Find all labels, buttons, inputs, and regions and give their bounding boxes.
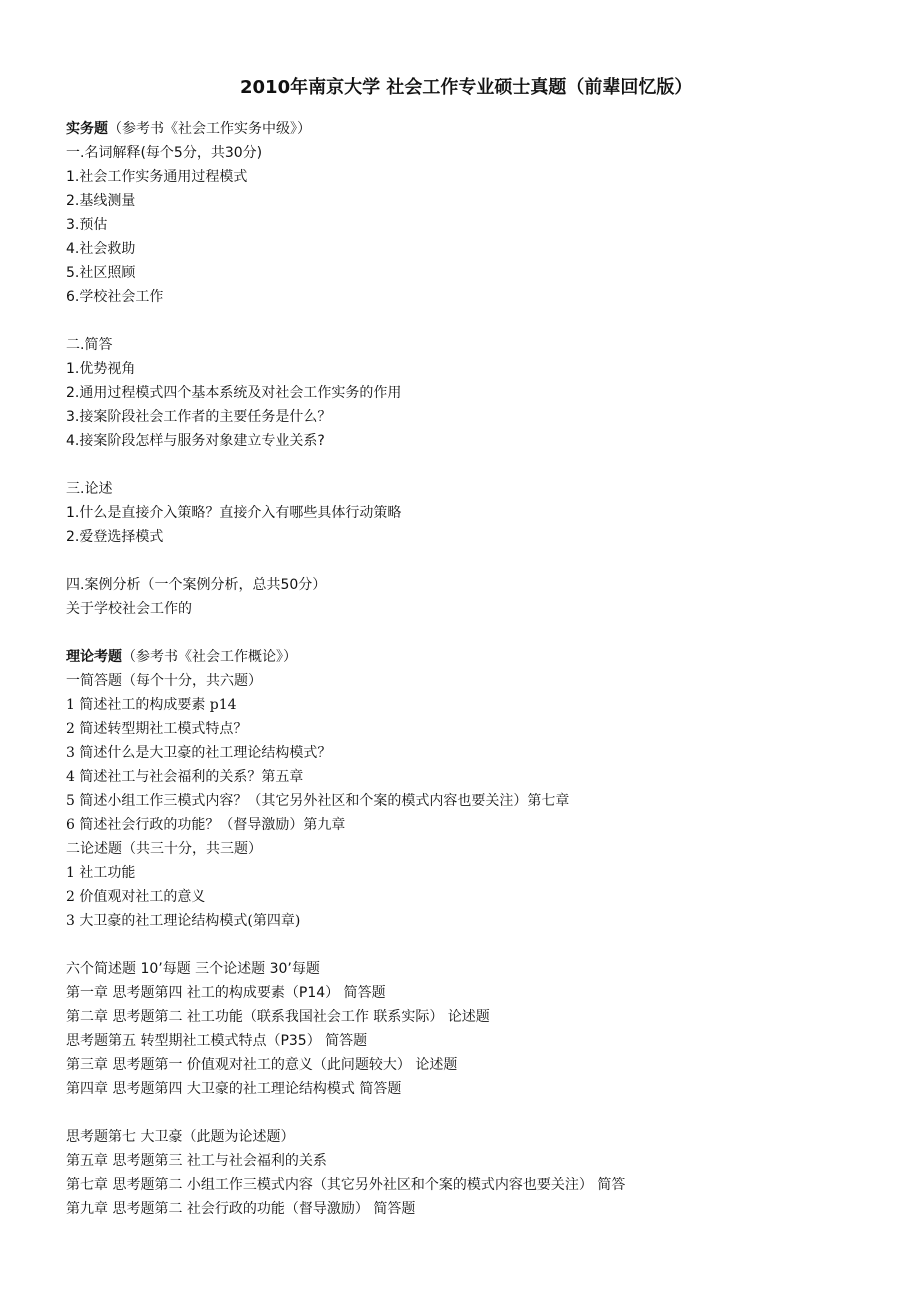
practice-item-1-4: 4.社会救助 <box>66 241 136 257</box>
practice-item-1-1: 1.社会工作实务通用过程模式 <box>66 169 248 185</box>
theory-essay-item-2: 2 价值观对社工的意义 <box>66 889 206 905</box>
note-line-4: 思考题第五 转型期社工模式特点（P35） 简答题 <box>66 1033 368 1049</box>
theory-short-item-2: 2 简述转型期社工模式特点？ <box>66 721 248 737</box>
practice-item-2-4: 4.接案阶段怎样与服务对象建立专业关系? <box>66 433 325 449</box>
practice-item-1-6: 6.学校社会工作 <box>66 289 164 305</box>
practice-section-title-2: 二.简答 <box>66 337 113 353</box>
practice-item-4-1: 关于学校社会工作的 <box>66 601 192 617</box>
theory-short-item-5: 5 简述小组工作三模式内容？（其它另外社区和个案的模式内容也要关注）第七章 <box>66 793 570 809</box>
document-title: 2010年南京大学 社会工作专业硕士真题（前辈回忆版） <box>240 77 693 98</box>
blank-line <box>66 933 886 957</box>
practice-item-1-5: 5.社区照顾 <box>66 265 136 281</box>
theory-essay-title: 二论述题（共三十分，共三题） <box>66 841 262 857</box>
practice-item-1-3: 3.预估 <box>66 217 108 233</box>
theory-heading-line <box>66 645 886 669</box>
practice-section-title-3: 三.论述 <box>66 481 113 497</box>
blank-line <box>66 453 886 477</box>
theory-short-item-4: 4 简述社工与社会福利的关系？第五章 <box>66 769 304 785</box>
note-line-3: 第二章 思考题第二 社工功能（联系我国社会工作 联系实际） 论述题 <box>66 1009 490 1025</box>
practice-section-title-4: 四.案例分析（一个案例分析，总共50分） <box>66 577 327 593</box>
theory-short-item-6: 6 简述社会行政的功能？（督导激励）第九章 <box>66 817 346 833</box>
document-content <box>66 117 886 1221</box>
note-line-1: 六个简述题 10’每题 三个论述题 30’每题 <box>66 961 320 977</box>
theory-reference: （参考书《社会工作概论》） <box>122 649 297 665</box>
blank-line <box>66 309 886 333</box>
note-line-2: 第一章 思考题第四 社工的构成要素（P14） 简答题 <box>66 985 386 1001</box>
theory-short-item-1: 1 简述社工的构成要素 p14 <box>66 697 237 713</box>
note-line-5: 第三章 思考题第一 价值观对社工的意义（此问题较大） 论述题 <box>66 1057 458 1073</box>
practice-item-2-1: 1.优势视角 <box>66 361 136 377</box>
note-line-8: 第五章 思考题第三 社工与社会福利的关系 <box>66 1153 327 1169</box>
practice-item-3-1: 1.什么是直接介入策略？直接介入有哪些具体行动策略 <box>66 505 402 521</box>
blank-line <box>66 621 886 645</box>
theory-heading: 理论考题 <box>66 649 122 665</box>
practice-item-1-2: 2.基线测量 <box>66 193 136 209</box>
practice-reference: （参考书《社会工作实务中级》） <box>108 121 311 137</box>
note-line-6: 第四章 思考题第四 大卫豪的社工理论结构模式 简答题 <box>66 1081 402 1097</box>
theory-short-title: 一简答题（每个十分，共六题） <box>66 673 262 689</box>
practice-item-2-3: 3.接案阶段社会工作者的主要任务是什么？ <box>66 409 332 425</box>
theory-short-item-3: 3 简述什么是大卫豪的社工理论结构模式？ <box>66 745 332 761</box>
note-line-7: 思考题第七 大卫豪（此题为论述题） <box>66 1129 295 1145</box>
theory-essay-item-1: 1 社工功能 <box>66 865 136 881</box>
practice-heading: 实务题 <box>66 121 108 137</box>
practice-section-title-1: 一.名词解释(每个5分，共30分) <box>66 145 263 161</box>
note-line-9: 第七章 思考题第二 小组工作三模式内容（其它另外社区和个案的模式内容也要关注） 简答 <box>66 1177 626 1193</box>
practice-item-2-2: 2.通用过程模式四个基本系统及对社会工作实务的作用 <box>66 385 402 401</box>
theory-essay-item-3: 3 大卫豪的社工理论结构模式(第四章) <box>66 913 301 929</box>
blank-line <box>66 1101 886 1125</box>
practice-item-3-2: 2.爱登选择模式 <box>66 529 164 545</box>
blank-line <box>66 549 886 573</box>
practice-heading-line <box>66 117 886 141</box>
note-line-10: 第九章 思考题第二 社会行政的功能（督导激励） 简答题 <box>66 1201 416 1217</box>
